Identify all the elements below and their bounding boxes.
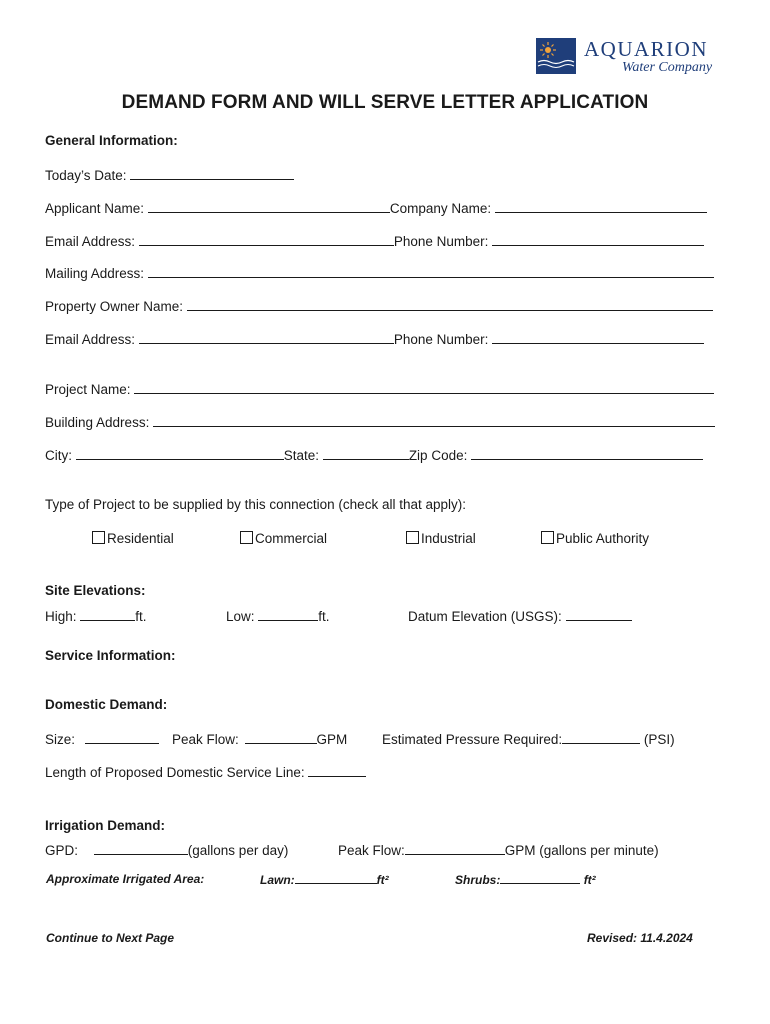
gpd-label: GPD: xyxy=(45,843,79,858)
mailing-address-field[interactable] xyxy=(148,264,714,278)
shrubs-row xyxy=(455,872,596,887)
gpd-field[interactable] xyxy=(94,841,188,855)
zip-code-label: Zip Code: xyxy=(408,448,468,463)
property-owner-name-field[interactable] xyxy=(187,297,713,311)
building-address-label: Building Address: xyxy=(45,415,150,430)
datum-elevation-row xyxy=(408,607,632,625)
applicant-contact-row xyxy=(45,232,704,250)
service-line-label: Length of Proposed Domestic Service Line: xyxy=(45,765,305,780)
shrubs-field[interactable] xyxy=(500,872,580,884)
gpm-unit: GPM xyxy=(316,732,348,747)
logo-name: AQUARION xyxy=(584,37,708,61)
applicant-row xyxy=(45,199,707,217)
shrubs-unit: ft² xyxy=(583,873,596,887)
low-label: Low: xyxy=(226,609,255,624)
commercial-label: Commercial xyxy=(255,531,328,546)
high-label: High: xyxy=(45,609,77,624)
datum-label: Datum Elevation (USGS): xyxy=(408,609,562,624)
public-authority-checkbox[interactable] xyxy=(541,531,554,544)
project-name-label: Project Name: xyxy=(45,382,131,397)
shrubs-label: Shrubs: xyxy=(455,873,501,887)
high-field[interactable] xyxy=(80,607,135,621)
state-field[interactable] xyxy=(323,446,409,460)
industrial-checkbox[interactable] xyxy=(406,531,419,544)
owner-email-address-label: Email Address: xyxy=(45,332,136,347)
lawn-row xyxy=(260,872,389,887)
pressure-label: Estimated Pressure Required: xyxy=(382,732,563,747)
email-address-field[interactable] xyxy=(139,232,394,246)
city-state-zip-row xyxy=(45,446,703,464)
gpd-row xyxy=(45,841,288,859)
owner-phone-number-field[interactable] xyxy=(492,330,704,344)
water-drop-icon xyxy=(536,38,576,74)
email-address-label: Email Address: xyxy=(45,234,136,249)
public-authority-option[interactable] xyxy=(541,531,649,547)
domestic-demand-heading: Domestic Demand: xyxy=(45,697,168,712)
irrigation-peak-flow-row xyxy=(338,841,659,859)
psi-unit: (PSI) xyxy=(643,732,675,747)
irrigation-peak-flow-field[interactable] xyxy=(405,841,505,855)
revised-date: Revised: 11.4.2024 xyxy=(587,931,693,945)
pressure-field[interactable] xyxy=(562,730,640,744)
todays-date-field[interactable] xyxy=(130,166,294,180)
industrial-label: Industrial xyxy=(421,531,476,546)
continue-next-page: Continue to Next Page xyxy=(46,931,175,945)
industrial-option[interactable] xyxy=(406,531,476,547)
commercial-option[interactable] xyxy=(240,531,327,547)
property-owner-name-label: Property Owner Name: xyxy=(45,299,184,314)
irrigation-peak-flow-label: Peak Flow: xyxy=(338,843,405,858)
owner-contact-row xyxy=(45,330,704,348)
domestic-peak-flow-label: Peak Flow: xyxy=(172,732,239,747)
irrigation-gpm-unit: GPM (gallons per minute) xyxy=(504,843,659,858)
service-line-row xyxy=(45,763,366,781)
size-field[interactable] xyxy=(85,730,159,744)
commercial-checkbox[interactable] xyxy=(240,531,253,544)
domestic-peak-flow-row xyxy=(172,730,347,748)
domestic-peak-flow-field[interactable] xyxy=(245,730,317,744)
service-line-field[interactable] xyxy=(308,763,366,777)
project-type-prompt: Type of Project to be supplied by this connection (check all that apply): xyxy=(45,497,466,512)
building-address-row xyxy=(45,413,715,431)
general-information-heading: General Information: xyxy=(45,133,178,148)
project-name-field[interactable] xyxy=(134,380,714,394)
phone-number-label: Phone Number: xyxy=(393,234,489,249)
company-name-field[interactable] xyxy=(495,199,707,213)
gpd-unit: (gallons per day) xyxy=(187,843,289,858)
applicant-name-field[interactable] xyxy=(148,199,390,213)
owner-phone-number-label: Phone Number: xyxy=(393,332,489,347)
residential-option[interactable] xyxy=(92,531,174,547)
page-title: DEMAND FORM AND WILL SERVE LETTER APPLICATION xyxy=(121,92,649,113)
lawn-label: Lawn: xyxy=(260,873,295,887)
low-field[interactable] xyxy=(258,607,318,621)
irrigation-demand-heading: Irrigation Demand: xyxy=(45,818,166,833)
company-name-label: Company Name: xyxy=(389,201,492,216)
domestic-size-row xyxy=(45,730,159,748)
state-label: State: xyxy=(283,448,320,463)
pressure-row xyxy=(382,730,675,748)
zip-code-field[interactable] xyxy=(471,446,703,460)
lawn-field[interactable] xyxy=(295,872,377,884)
phone-number-field[interactable] xyxy=(492,232,704,246)
logo-subtitle: Water Company xyxy=(622,60,713,75)
low-unit: ft. xyxy=(318,609,330,624)
residential-label: Residential xyxy=(107,531,174,546)
high-unit: ft. xyxy=(135,609,147,624)
todays-date-row xyxy=(45,166,294,184)
public-authority-label: Public Authority xyxy=(556,531,650,546)
project-name-row xyxy=(45,380,714,398)
high-elevation-row xyxy=(45,607,147,625)
size-label: Size: xyxy=(45,732,76,747)
residential-checkbox[interactable] xyxy=(92,531,105,544)
city-field[interactable] xyxy=(76,446,284,460)
irrigated-area-label: Approximate Irrigated Area: xyxy=(46,872,205,886)
site-elevations-heading: Site Elevations: xyxy=(45,583,146,598)
applicant-name-label: Applicant Name: xyxy=(45,201,145,216)
owner-email-address-field[interactable] xyxy=(139,330,394,344)
company-logo-mark xyxy=(536,38,576,74)
low-elevation-row xyxy=(226,607,330,625)
property-owner-row xyxy=(45,297,713,315)
lawn-unit: ft² xyxy=(376,873,389,887)
datum-field[interactable] xyxy=(566,607,632,621)
todays-date-label: Today’s Date: xyxy=(45,168,127,183)
building-address-field[interactable] xyxy=(153,413,715,427)
mailing-address-row xyxy=(45,264,714,282)
city-label: City: xyxy=(45,448,72,463)
service-information-heading: Service Information: xyxy=(45,648,176,663)
mailing-address-label: Mailing Address: xyxy=(45,266,145,281)
